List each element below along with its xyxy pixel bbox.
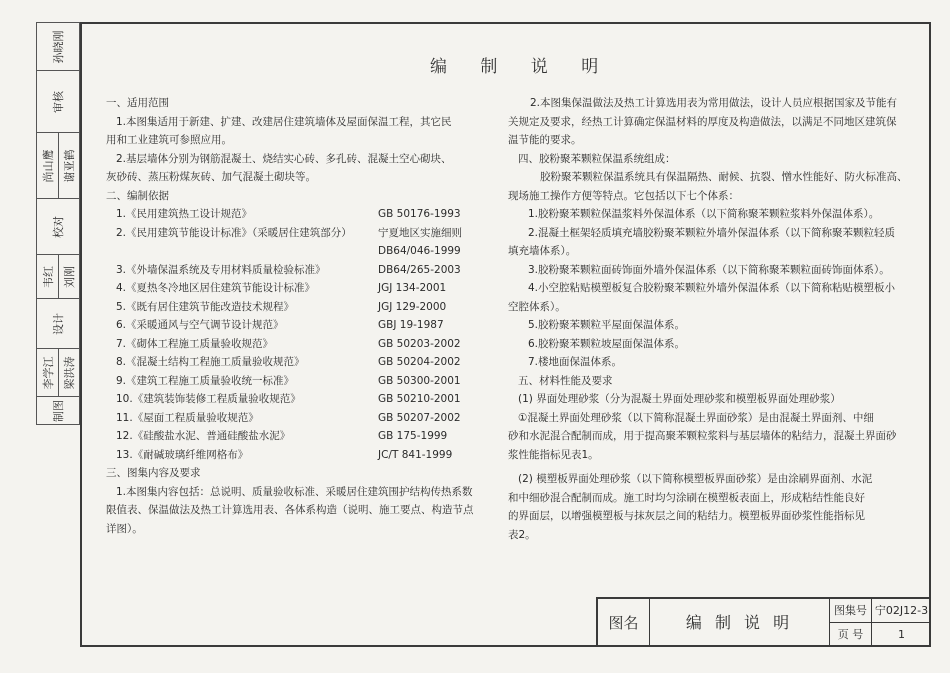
reference-item xyxy=(116,316,496,335)
reference-code: GB 50204-2002 xyxy=(378,356,461,368)
system-item: 空腔体系）。 xyxy=(508,300,566,313)
paragraph-line: 温节能的要求。 xyxy=(508,134,582,146)
system-item: 填充墙体系）。 xyxy=(508,245,577,257)
sidebar-name: 韦红 xyxy=(41,265,55,288)
paragraph-line: (1) 界面处理砂浆（分为混凝土界面处理砂浆和模塑板界面处理砂浆） xyxy=(518,393,841,405)
paragraph-line: 2.本图集保温做法及热工计算选用表为常用做法，设计人员应根据国家及节能有 xyxy=(530,97,898,109)
reference-code: GB 175-1999 xyxy=(378,430,448,442)
reference-code: JC/T 841-1999 xyxy=(378,448,453,461)
paragraph-line: 用和工业建筑可参照应用。 xyxy=(106,134,232,146)
sidebar-role: 设计 xyxy=(52,312,65,335)
reference-code: 宁夏地区实施细则 xyxy=(378,226,462,239)
reference-item xyxy=(116,279,496,298)
reference-item xyxy=(116,427,496,446)
reference-name: 10.《建筑装饰装修工程质量验收规范》 xyxy=(116,393,301,405)
reference-code: GB 50210-2001 xyxy=(378,393,461,405)
sidebar-cell xyxy=(37,255,79,299)
paragraph-line: 关规定及要求，经热工计算确定保温材料的厚度及构造做法，以满足不同地区建筑保 xyxy=(508,115,897,128)
system-item: 5.胶粉聚苯颗粒平屋面保温体系。 xyxy=(528,319,686,331)
paragraph-line: (2) 模塑板界面处理砂浆（以下简称模塑板界面砂浆）是由涂刷界面剂、水泥 xyxy=(518,473,873,485)
system-item: 4.小空腔粘贴模塑板复合胶粉聚苯颗粒外墙外保温体系（以下简称粘贴模塑板小 xyxy=(528,282,896,294)
paragraph-line: 和中细砂混合配制而成。施工时均匀涂刷在模塑板表面上，形成粘结性能良好 xyxy=(508,491,865,504)
reference-name: 4.《夏热冬冷地区居住建筑节能设计标准》 xyxy=(116,282,316,294)
left-column xyxy=(106,94,496,538)
sidebar-cell xyxy=(37,71,79,133)
title-block xyxy=(596,597,931,647)
sidebar-role: 制图 xyxy=(52,400,65,422)
system-item: 1.胶粉聚苯颗粒保温浆料外保温体系（以下简称聚苯颗粒浆料外保温体系）。 xyxy=(528,208,880,220)
reference-name: 8.《混凝土结构工程施工质量验收规范》 xyxy=(116,356,305,368)
page-title: 编 制 说 明 xyxy=(430,57,613,77)
reference-name: 11.《屋面工程质量验收规范》 xyxy=(116,411,259,424)
sidebar-name: 李学江 xyxy=(41,356,55,389)
paragraph-line: 1.本图集内容包括：总说明、质量验收标准、采暖居住建筑围护结构传热系数 xyxy=(116,485,473,498)
sidebar-cell xyxy=(37,23,79,71)
section-heading: 三、图集内容及要求 xyxy=(106,467,201,479)
sidebar-name: 尚山鹰 xyxy=(41,149,55,182)
system-item: 7.楼地面保温体系。 xyxy=(528,356,623,368)
sidebar-name: 谢亚鹤 xyxy=(62,149,76,182)
paragraph-line: 胶粉聚苯颗粒保温系统具有保温隔热、耐候、抗裂、憎水性能好、防火标准高、 xyxy=(540,171,908,183)
reference-item xyxy=(116,390,496,409)
title-block-page-label: 页 号 xyxy=(830,623,872,647)
reference-name: 12.《硅酸盐水泥、普通硅酸盐水泥》 xyxy=(116,430,291,442)
section-heading: 二、编制依据 xyxy=(106,189,169,202)
reference-code: GB 50176-1993 xyxy=(378,208,461,220)
section-heading: 五、材料性能及要求 xyxy=(518,374,613,387)
system-item: 6.胶粉聚苯颗粒坡屋面保温体系。 xyxy=(528,337,686,350)
paragraph-line: 浆性能指标见表1。 xyxy=(508,448,599,461)
reference-code: GBJ 19-1987 xyxy=(378,319,444,331)
reference-name: 3.《外墙保温系统及专用材料质量检验标准》 xyxy=(116,263,326,276)
title-block-atlas-label: 图集号 xyxy=(830,599,872,623)
reference-code: GB 50207-2002 xyxy=(378,411,461,424)
reference-list xyxy=(106,205,496,464)
reference-name: 9.《建筑工程施工质量验收统一标准》 xyxy=(116,374,295,387)
reference-code: DB64/265-2003 xyxy=(378,263,461,276)
paragraph-line: 砂和水泥混合配制而成，用于提高聚苯颗粒浆料与基层墙体的粘结力，混凝土界面砂 xyxy=(508,430,897,442)
sidebar-cell xyxy=(37,349,79,397)
paragraph-line: 现场施工操作方便等特点。它包括以下七个体系： xyxy=(508,189,739,202)
sidebar-role: 校对 xyxy=(52,215,65,238)
title-block-drawing-name: 编 制 说 明 xyxy=(650,599,830,647)
reference-name: 5.《既有居住建筑节能改造技术规程》 xyxy=(116,300,295,313)
reference-item xyxy=(116,261,496,280)
sidebar-cell xyxy=(37,199,79,255)
reference-name: 1.《民用建筑热工设计规范》 xyxy=(116,208,253,220)
reference-item xyxy=(116,446,496,465)
paragraph-line: ①混凝土界面处理砂浆（以下简称混凝土界面砂浆）是由混凝土界面剂、中细 xyxy=(518,411,874,424)
paragraph-line: 的界面层，以增强模塑板与抹灰层之间的粘结力。模塑板界面砂浆性能指标见 xyxy=(508,510,865,522)
reference-name: 7.《砌体工程施工质量验收规范》 xyxy=(116,337,274,350)
system-item: 2.混凝土框架轻质填充墙胶粉聚苯颗粒外墙外保温体系（以下简称聚苯颗粒轻质 xyxy=(528,226,896,239)
reference-code: DB64/046-1999 xyxy=(378,245,461,257)
reference-item xyxy=(116,335,496,354)
reference-item xyxy=(116,353,496,372)
paragraph-line: 表2。 xyxy=(508,528,536,541)
sidebar-name: 孙晓刚 xyxy=(52,30,65,63)
reference-item xyxy=(116,242,496,261)
sidebar-name: 刘刚 xyxy=(62,265,76,288)
paragraph-line: 限值表、保温做法及热工计算选用表、各体系构造（说明、施工要点、构造节点 xyxy=(106,504,474,516)
reference-code: JGJ 134-2001 xyxy=(378,282,447,294)
sidebar-cell xyxy=(37,133,79,199)
signature-column xyxy=(36,22,80,425)
reference-item xyxy=(116,372,496,391)
title-block-atlas-number: 宁02J12-3 xyxy=(872,599,931,623)
sidebar-cell xyxy=(37,299,79,349)
reference-item xyxy=(116,409,496,428)
system-item: 3.胶粉聚苯颗粒面砖饰面外墙外保温体系（以下简称聚苯颗粒面砖饰面体系）。 xyxy=(528,263,890,276)
reference-name: 6.《采暖通风与空气调节设计规范》 xyxy=(116,319,284,331)
sidebar-cell xyxy=(37,397,79,425)
reference-code: JGJ 129-2000 xyxy=(378,300,447,313)
reference-item xyxy=(116,298,496,317)
sidebar-role: 审核 xyxy=(52,90,65,113)
title-block-name-label: 图名 xyxy=(598,599,650,647)
paragraph-line: 详图）。 xyxy=(106,522,143,535)
reference-item xyxy=(116,224,496,243)
right-column xyxy=(508,94,918,544)
sidebar-name: 梁洪涛 xyxy=(62,356,76,389)
reference-code: GB 50300-2001 xyxy=(378,374,461,387)
title-block-page-number: 1 xyxy=(898,628,905,641)
paragraph-line: 灰砂砖、蒸压粉煤灰砖、加气混凝土砌块等。 xyxy=(106,171,316,183)
reference-code: GB 50203-2002 xyxy=(378,337,461,350)
section-heading: 一、适用范围 xyxy=(106,97,169,109)
reference-name: 13.《耐碱玻璃纤维网格布》 xyxy=(116,448,249,461)
reference-name: 2.《民用建筑节能设计标准》（采暖居住建筑部分） xyxy=(116,226,352,239)
reference-item xyxy=(116,205,496,224)
paragraph-line: 2.基层墙体分别为钢筋混凝土、烧结实心砖、多孔砖、混凝土空心砌块、 xyxy=(116,152,452,165)
section-heading: 四、胶粉聚苯颗粒保温系统组成： xyxy=(518,152,676,165)
paragraph-line: 1.本图集适用于新建、扩建、改建居住建筑墙体及屋面保温工程，其它民 xyxy=(116,115,452,128)
